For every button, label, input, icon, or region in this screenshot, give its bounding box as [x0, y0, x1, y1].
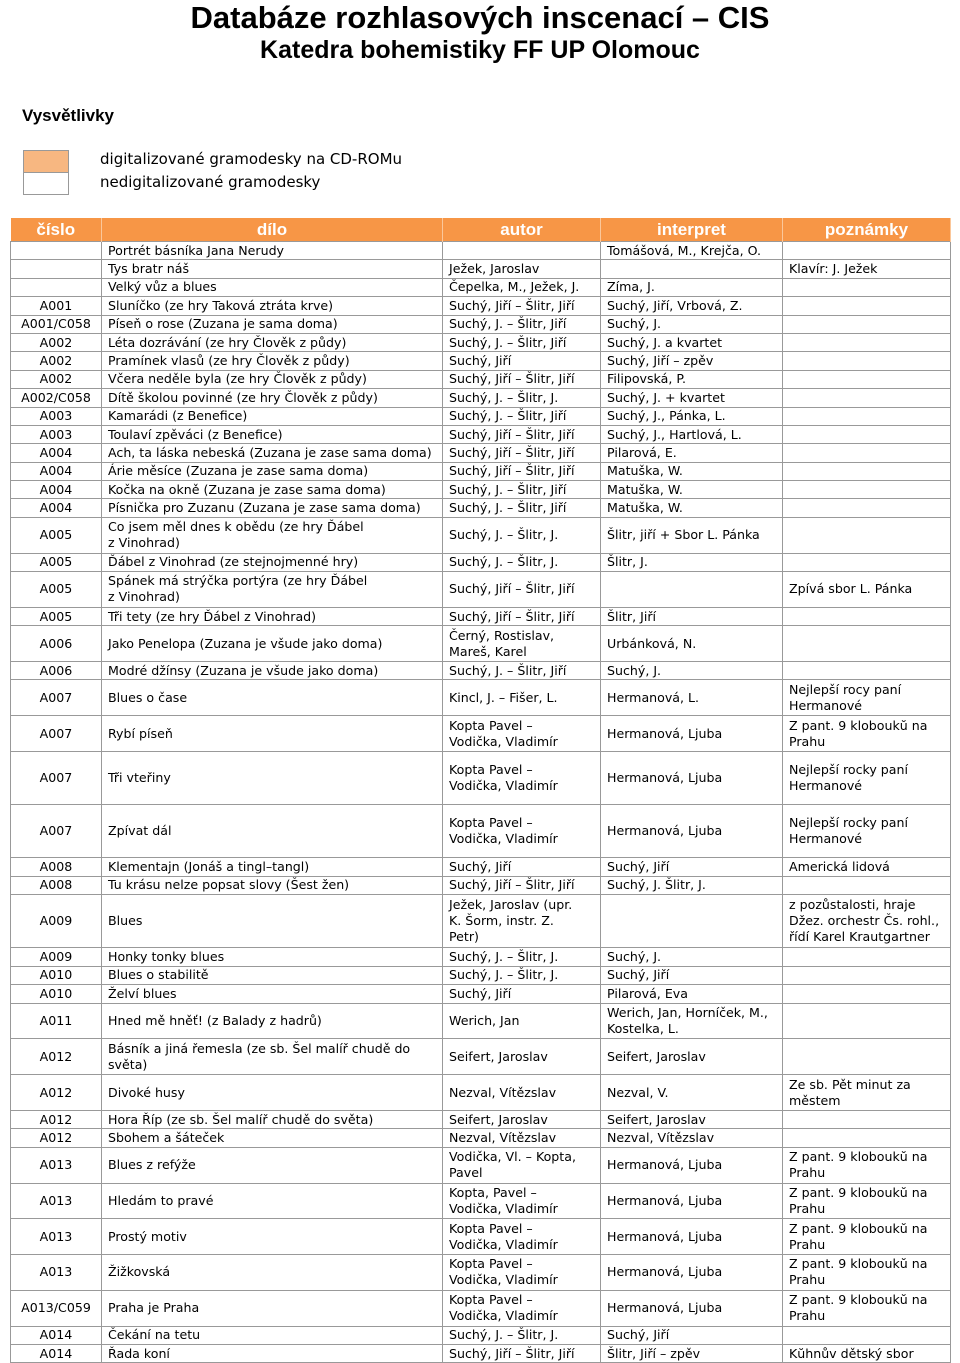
header-autor: autor [443, 218, 601, 242]
cell-autor: Kopta Pavel – Vodička, Vladimír [443, 752, 601, 805]
cell-dilo: Básník a jiná řemesla (ze sb. Šel malíř chudě do světa) [102, 1039, 443, 1075]
table-row [11, 1255, 951, 1291]
table-row [11, 895, 951, 948]
cell-autor: Suchý, J. – Šlitr, J. [443, 517, 601, 553]
cell-interpret: Urbánková, N. [601, 626, 783, 662]
cell-dilo: Žižkovská [102, 1255, 443, 1291]
cell-cislo: A013 [11, 1255, 102, 1291]
cell-dilo: Tři vteřiny [102, 752, 443, 805]
cell-autor: Kincl, J. – Fišer, L. [443, 680, 601, 716]
cell-poznamky [783, 876, 951, 894]
table-row [11, 315, 951, 333]
table-row [11, 1129, 951, 1147]
table-row [11, 662, 951, 680]
cell-dilo: Blues [102, 895, 443, 948]
cell-cislo [11, 242, 102, 260]
cell-cislo: A002 [11, 333, 102, 351]
table-row [11, 572, 951, 608]
cell-dilo: Toulaví zpěváci (z Benefice) [102, 425, 443, 443]
cell-cislo: A005 [11, 572, 102, 608]
table-row [11, 1003, 951, 1039]
cell-dilo: Blues z refýže [102, 1147, 443, 1183]
cell-interpret: Suchý, J. a kvartet [601, 333, 783, 351]
cell-autor: Suchý, J. – Šlitr, J. [443, 1326, 601, 1344]
cell-interpret: Nezval, Vítězslav [601, 1129, 783, 1147]
cell-cislo: A014 [11, 1345, 102, 1363]
cell-interpret: Šlitr, Jiří – zpěv [601, 1345, 783, 1363]
table-row [11, 985, 951, 1003]
cell-cislo: A004 [11, 444, 102, 462]
cell-poznamky [783, 315, 951, 333]
table-row [11, 1345, 951, 1363]
table-row [11, 876, 951, 894]
cell-autor: Černý, Rostislav, Mareš, Karel [443, 626, 601, 662]
cell-poznamky [783, 333, 951, 351]
cell-interpret: Werich, Jan, Horníček, M., Kostelka, L. [601, 1003, 783, 1039]
cell-dilo: Rybí píseň [102, 716, 443, 752]
cell-interpret: Hermanová, Ljuba [601, 1219, 783, 1255]
cell-poznamky: z pozůstalosti, hraje Džez. orchestr Čs. rohl., řídí Karel Krautgartner [783, 895, 951, 948]
table-row [11, 242, 951, 260]
cell-cislo: A004 [11, 481, 102, 499]
cell-interpret: Šlitr, Jiří [601, 607, 783, 625]
cell-dilo: Prostý motiv [102, 1219, 443, 1255]
cell-poznamky: Ze sb. Pět minut za městem [783, 1075, 951, 1111]
cell-poznamky [783, 389, 951, 407]
cell-cislo: A004 [11, 462, 102, 480]
cell-poznamky [783, 242, 951, 260]
cell-dilo: Ach, ta láska nebeská (Zuzana je zase sama doma) [102, 444, 443, 462]
cell-interpret: Hermanová, Ljuba [601, 1183, 783, 1219]
header-poznamky: poznámky [783, 218, 951, 242]
cell-autor: Kopta, Pavel – Vodička, Vladimír [443, 1183, 601, 1219]
cell-dilo: Hledám to pravé [102, 1183, 443, 1219]
cell-autor: Nezval, Vítězslav [443, 1075, 601, 1111]
cell-autor: Suchý, Jiří – Šlitr, Jiří [443, 425, 601, 443]
cell-cislo: A007 [11, 680, 102, 716]
cell-interpret: Pilarová, E. [601, 444, 783, 462]
cell-cislo: A007 [11, 805, 102, 858]
cell-poznamky [783, 985, 951, 1003]
cell-interpret: Hermanová, L. [601, 680, 783, 716]
cell-autor: Seifert, Jaroslav [443, 1039, 601, 1075]
cell-dilo: Řada koní [102, 1345, 443, 1363]
cell-dilo: Blues o stabilitě [102, 966, 443, 984]
cell-dilo: Kamarádi (z Benefice) [102, 407, 443, 425]
table-row [11, 752, 951, 805]
table-row [11, 352, 951, 370]
header-dilo: dílo [102, 218, 443, 242]
cell-dilo: Dítě školou povinné (ze hry Člověk z půdy) [102, 389, 443, 407]
cell-cislo: A005 [11, 607, 102, 625]
table-header-row [11, 218, 951, 242]
cell-cislo: A006 [11, 662, 102, 680]
cell-dilo: Blues o čase [102, 680, 443, 716]
cell-interpret: Hermanová, Ljuba [601, 1290, 783, 1326]
cell-autor: Suchý, J. – Šlitr, J. [443, 948, 601, 966]
cell-interpret: Tomášová, M., Krejča, O. [601, 242, 783, 260]
cell-cislo: A008 [11, 876, 102, 894]
cell-poznamky: Z pant. 9 kloboukŭ na Prahu [783, 1290, 951, 1326]
cell-interpret: Matuška, W. [601, 499, 783, 517]
cell-poznamky [783, 966, 951, 984]
cell-autor: Suchý, J. – Šlitr, Jiří [443, 407, 601, 425]
cell-autor: Suchý, Jiří – Šlitr, Jiří [443, 462, 601, 480]
cell-interpret: Suchý, J. [601, 662, 783, 680]
table-row [11, 297, 951, 315]
cell-autor: Suchý, J. – Šlitr, Jiří [443, 333, 601, 351]
table-row [11, 333, 951, 351]
table-row [11, 370, 951, 388]
table-row [11, 966, 951, 984]
page-title: Databáze rozhlasových inscenací – CIS [190, 0, 770, 35]
cell-autor: Kopta Pavel – Vodička, Vladimír [443, 805, 601, 858]
cell-dilo: Hora Říp (ze sb. Šel malíř chudě do světa) [102, 1110, 443, 1128]
cell-interpret: Šlitr, J. [601, 553, 783, 571]
cell-autor: Kopta Pavel – Vodička, Vladimír [443, 1290, 601, 1326]
cell-dilo: Hned mě hněť! (z Balady z hadrů) [102, 1003, 443, 1039]
cell-autor: Čepelka, M., Ježek, J. [443, 278, 601, 296]
cell-interpret: Šlitr, jiří + Sbor L. Pánka [601, 517, 783, 553]
cell-poznamky [783, 626, 951, 662]
cell-cislo: A007 [11, 716, 102, 752]
cell-autor: Suchý, J. – Šlitr, Jiří [443, 662, 601, 680]
cell-autor: Suchý, Jiří [443, 985, 601, 1003]
cell-autor: Werich, Jan [443, 1003, 601, 1039]
table-row [11, 1326, 951, 1344]
cell-interpret: Matuška, W. [601, 481, 783, 499]
table-row [11, 462, 951, 480]
cell-poznamky [783, 948, 951, 966]
cell-poznamky [783, 499, 951, 517]
cell-dilo: Tys bratr náš [102, 260, 443, 278]
cell-autor: Suchý, J. – Šlitr, J. [443, 389, 601, 407]
table-row [11, 858, 951, 876]
cell-interpret: Suchý, Jiří [601, 858, 783, 876]
cell-poznamky [783, 481, 951, 499]
cell-dilo: Želví blues [102, 985, 443, 1003]
table-row [11, 607, 951, 625]
table-row [11, 948, 951, 966]
cell-interpret: Hermanová, Ljuba [601, 1147, 783, 1183]
cell-poznamky [783, 1039, 951, 1075]
cell-interpret: Suchý, J. [601, 948, 783, 966]
cell-poznamky [783, 1129, 951, 1147]
cell-cislo: A004 [11, 499, 102, 517]
cell-dilo: Pramínek vlasů (ze hry Člověk z půdy) [102, 352, 443, 370]
cell-poznamky: Zpívá sbor L. Pánka [783, 572, 951, 608]
cell-poznamky [783, 1003, 951, 1039]
cell-interpret: Suchý, J. Šlitr, J. [601, 876, 783, 894]
cell-dilo: Kočka na okně (Zuzana je zase sama doma) [102, 481, 443, 499]
cell-poznamky: Kŭhnův dětský sbor [783, 1345, 951, 1363]
cell-dilo: Klementajn (Jonáš a tingl–tangl) [102, 858, 443, 876]
cell-poznamky [783, 407, 951, 425]
cell-autor: Ježek, Jaroslav [443, 260, 601, 278]
cell-cislo: A014 [11, 1326, 102, 1344]
cell-dilo: Jako Penelopa (Zuzana je všude jako doma) [102, 626, 443, 662]
cell-poznamky [783, 553, 951, 571]
cell-autor: Suchý, Jiří – Šlitr, Jiří [443, 370, 601, 388]
table-row [11, 389, 951, 407]
cell-autor: Nezval, Vítězslav [443, 1129, 601, 1147]
cell-autor: Suchý, Jiří – Šlitr, Jiří [443, 444, 601, 462]
cell-poznamky: Nejlepší rocky paní Hermanové [783, 752, 951, 805]
legend-label-digitized: digitalizované gramodesky na CD-ROMu [100, 150, 403, 168]
cell-poznamky: Nejlepší rocky paní Hermanové [783, 805, 951, 858]
table-row [11, 444, 951, 462]
cell-cislo: A012 [11, 1075, 102, 1111]
cell-cislo: A013 [11, 1219, 102, 1255]
cell-autor: Suchý, J. – Šlitr, J. [443, 966, 601, 984]
cell-cislo: A002 [11, 370, 102, 388]
cell-dilo: Zpívat dál [102, 805, 443, 858]
table-row [11, 1039, 951, 1075]
cell-dilo: Píseň o rose (Zuzana je sama doma) [102, 315, 443, 333]
cell-poznamky [783, 297, 951, 315]
cell-poznamky [783, 1326, 951, 1344]
cell-autor: Suchý, Jiří – Šlitr, Jiří [443, 297, 601, 315]
table-row [11, 553, 951, 571]
table-row [11, 260, 951, 278]
cell-autor: Vodička, Vl. – Kopta, Pavel [443, 1147, 601, 1183]
recordings-table [10, 218, 951, 1363]
cell-poznamky: Klavír: J. Ježek [783, 260, 951, 278]
cell-poznamky [783, 425, 951, 443]
header-cislo: číslo [11, 218, 102, 242]
cell-dilo: Sbohem a šáteček [102, 1129, 443, 1147]
cell-interpret: Matuška, W. [601, 462, 783, 480]
cell-interpret: Suchý, J., Hartlová, L. [601, 425, 783, 443]
cell-cislo: A003 [11, 407, 102, 425]
cell-cislo: A001/C058 [11, 315, 102, 333]
cell-interpret: Hermanová, Ljuba [601, 716, 783, 752]
cell-interpret: Suchý, J., Pánka, L. [601, 407, 783, 425]
legend-heading: Vysvětlivky [22, 106, 114, 125]
table-row [11, 626, 951, 662]
cell-interpret: Suchý, Jiří [601, 966, 783, 984]
cell-dilo: Spánek má strýčka portýra (ze hry Ďábel z Vinohrad) [102, 572, 443, 608]
cell-cislo [11, 278, 102, 296]
cell-autor: Kopta Pavel – Vodička, Vladimír [443, 716, 601, 752]
cell-interpret: Filipovská, P. [601, 370, 783, 388]
table-row [11, 805, 951, 858]
cell-dilo: Honky tonky blues [102, 948, 443, 966]
cell-autor: Suchý, J. – Šlitr, Jiří [443, 481, 601, 499]
table-row [11, 278, 951, 296]
table-body [11, 242, 951, 1363]
cell-interpret [601, 895, 783, 948]
cell-poznamky [783, 607, 951, 625]
cell-interpret: Seifert, Jaroslav [601, 1110, 783, 1128]
cell-cislo: A013 [11, 1147, 102, 1183]
cell-dilo: Tu krásu nelze popsat slovy (Šest žen) [102, 876, 443, 894]
cell-poznamky [783, 444, 951, 462]
cell-autor: Kopta Pavel – Vodička, Vladimír [443, 1255, 601, 1291]
cell-cislo: A006 [11, 626, 102, 662]
cell-poznamky [783, 370, 951, 388]
table-row [11, 1183, 951, 1219]
cell-cislo: A001 [11, 297, 102, 315]
cell-cislo: A005 [11, 553, 102, 571]
cell-dilo: Čekání na tetu [102, 1326, 443, 1344]
legend-swatch-digitized [23, 150, 69, 173]
cell-interpret: Nezval, V. [601, 1075, 783, 1111]
cell-interpret: Hermanová, Ljuba [601, 752, 783, 805]
cell-cislo: A002 [11, 352, 102, 370]
table-row [11, 1290, 951, 1326]
table-row [11, 1147, 951, 1183]
cell-dilo: Árie měsíce (Zuzana je zase sama doma) [102, 462, 443, 480]
legend-label-nondigitized: nedigitalizované gramodesky [100, 173, 321, 191]
table-row [11, 499, 951, 517]
table-row [11, 425, 951, 443]
cell-autor: Suchý, J. – Šlitr, Jiří [443, 315, 601, 333]
table-row [11, 1075, 951, 1111]
cell-poznamky: Z pant. 9 kloboukŭ na Prahu [783, 1255, 951, 1291]
cell-dilo: Velký vůz a blues [102, 278, 443, 296]
cell-autor: Suchý, Jiří – Šlitr, Jiří [443, 1345, 601, 1363]
table-row [11, 680, 951, 716]
cell-interpret [601, 260, 783, 278]
cell-cislo: A009 [11, 948, 102, 966]
cell-dilo: Léta dozrávání (ze hry Člověk z půdy) [102, 333, 443, 351]
header-interpret: interpret [601, 218, 783, 242]
cell-autor: Suchý, Jiří [443, 858, 601, 876]
cell-cislo: A011 [11, 1003, 102, 1039]
cell-cislo: A002/C058 [11, 389, 102, 407]
cell-interpret: Suchý, Jiří – zpěv [601, 352, 783, 370]
cell-dilo: Včera neděle byla (ze hry Člověk z půdy) [102, 370, 443, 388]
table-row [11, 1110, 951, 1128]
cell-interpret: Suchý, Jiří [601, 1326, 783, 1344]
cell-interpret: Hermanová, Ljuba [601, 805, 783, 858]
cell-cislo: A005 [11, 517, 102, 553]
table-row [11, 517, 951, 553]
cell-cislo: A012 [11, 1129, 102, 1147]
cell-autor: Seifert, Jaroslav [443, 1110, 601, 1128]
cell-dilo: Modré džínsy (Zuzana je všude jako doma) [102, 662, 443, 680]
cell-autor: Suchý, Jiří – Šlitr, Jiří [443, 607, 601, 625]
cell-cislo: A010 [11, 966, 102, 984]
cell-dilo: Ďábel z Vinohrad (ze stejnojmenné hry) [102, 553, 443, 571]
cell-autor: Suchý, J. – Šlitr, J. [443, 553, 601, 571]
cell-interpret: Suchý, J. [601, 315, 783, 333]
cell-poznamky [783, 352, 951, 370]
cell-interpret: Suchý, J. + kvartet [601, 389, 783, 407]
cell-cislo: A013/C059 [11, 1290, 102, 1326]
cell-dilo: Co jsem měl dnes k obědu (ze hry Ďábel z Vinohrad) [102, 517, 443, 553]
cell-dilo: Divoké husy [102, 1075, 443, 1111]
cell-autor: Kopta Pavel – Vodička, Vladimír [443, 1219, 601, 1255]
cell-poznamky [783, 517, 951, 553]
cell-autor: Suchý, Jiří [443, 352, 601, 370]
cell-interpret: Seifert, Jaroslav [601, 1039, 783, 1075]
cell-cislo: A012 [11, 1039, 102, 1075]
cell-poznamky: Nejlepší rocy paní Hermanové [783, 680, 951, 716]
cell-cislo [11, 260, 102, 278]
cell-cislo: A012 [11, 1110, 102, 1128]
cell-poznamky [783, 662, 951, 680]
cell-cislo: A013 [11, 1183, 102, 1219]
cell-poznamky [783, 278, 951, 296]
cell-interpret: Zíma, J. [601, 278, 783, 296]
cell-autor: Ježek, Jaroslav (upr. K. Šorm, instr. Z. Petr) [443, 895, 601, 948]
cell-poznamky: Z pant. 9 kloboukŭ na Prahu [783, 1183, 951, 1219]
cell-dilo: Praha je Praha [102, 1290, 443, 1326]
cell-interpret: Pilarová, Eva [601, 985, 783, 1003]
cell-autor: Suchý, Jiří – Šlitr, Jiří [443, 572, 601, 608]
cell-interpret: Hermanová, Ljuba [601, 1255, 783, 1291]
table-row [11, 481, 951, 499]
table-row [11, 716, 951, 752]
cell-poznamky: Z pant. 9 kloboukŭ na Prahu [783, 716, 951, 752]
cell-interpret [601, 572, 783, 608]
cell-dilo: Sluníčko (ze hry Taková ztráta krve) [102, 297, 443, 315]
cell-poznamky: Z pant. 9 kloboukŭ na Prahu [783, 1219, 951, 1255]
cell-dilo: Tři tety (ze hry Ďábel z Vinohrad) [102, 607, 443, 625]
table-row [11, 407, 951, 425]
cell-cislo: A010 [11, 985, 102, 1003]
cell-cislo: A003 [11, 425, 102, 443]
cell-cislo: A007 [11, 752, 102, 805]
cell-poznamky: Z pant. 9 kloboukŭ na Prahu [783, 1147, 951, 1183]
cell-poznamky [783, 462, 951, 480]
cell-poznamky [783, 1110, 951, 1128]
cell-autor: Suchý, Jiří – Šlitr, Jiří [443, 876, 601, 894]
cell-interpret: Suchý, Jiří, Vrbová, Z. [601, 297, 783, 315]
cell-cislo: A008 [11, 858, 102, 876]
cell-dilo: Písnička pro Zuzanu (Zuzana je zase sama doma) [102, 499, 443, 517]
table-row [11, 1219, 951, 1255]
cell-autor: Suchý, J. – Šlitr, Jiří [443, 499, 601, 517]
page-subtitle: Katedra bohemistiky FF UP Olomouc [260, 36, 700, 64]
cell-poznamky: Americká lidová [783, 858, 951, 876]
legend-swatch-nondigitized [23, 172, 69, 195]
cell-autor [443, 242, 601, 260]
cell-dilo: Portrét básníka Jana Nerudy [102, 242, 443, 260]
cell-cislo: A009 [11, 895, 102, 948]
